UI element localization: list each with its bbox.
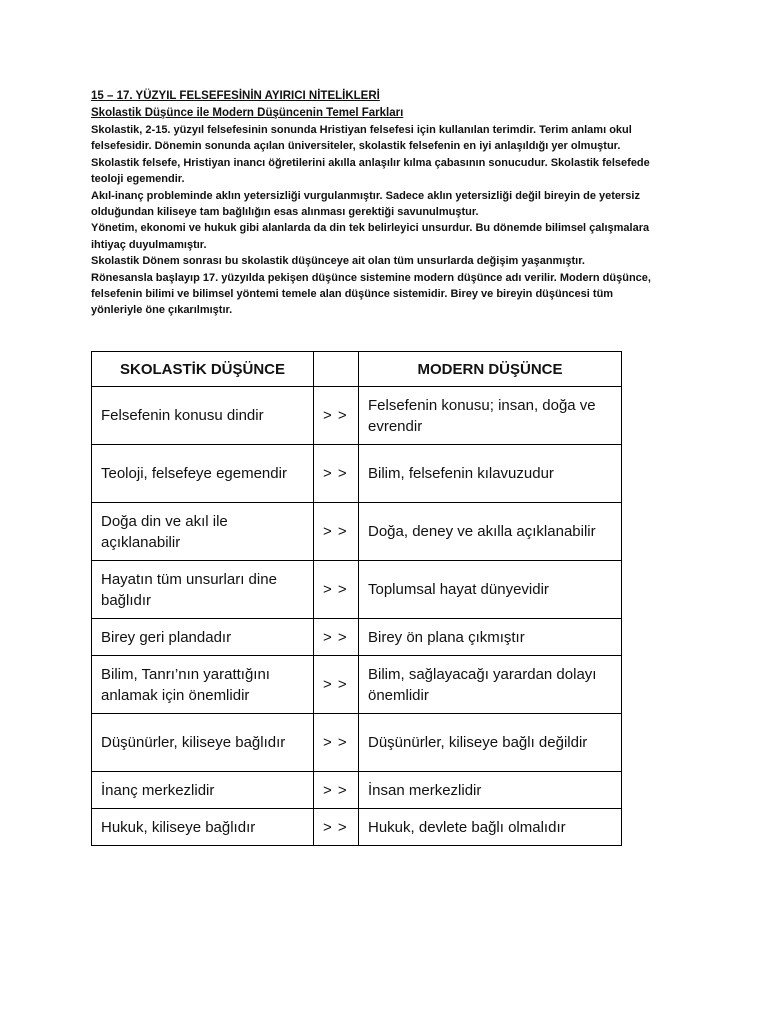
table-row [92,809,622,846]
modern-cell: Felsefenin konusu; insan, doğa ve evrendir [359,387,622,445]
scholastic-cell: Bilim, Tanrı’nın yarattığını anlamak için önemlidir [92,656,314,714]
scholastic-cell: Birey geri plandadır [92,619,314,656]
table-row [92,387,622,445]
table-row [92,772,622,809]
scholastic-cell: Doğa din ve akıl ile açıklanabilir [92,503,314,561]
arrow-cell: > > [314,445,359,503]
arrow-cell: > > [314,772,359,809]
table-header-row [92,352,622,387]
body-text [91,122,661,319]
modern-cell: Doğa, deney ve akılla açıklanabilir [359,503,622,561]
scholastic-cell: Düşünürler, kiliseye bağlıdır [92,714,314,772]
paragraph: Rönesansla başlayıp 17. yüzyılda pekişen düşünce sistemine modern düşünce adı verilir. Modern düşünce, felsefenin bilimi ve bilimsel yöntemi temele alan düşünce sistemidir. Birey ve bireyin düşüncesi tüm yönleriyle öne çıkarılmıştır. [91,271,651,317]
paragraph: Skolastik Dönem sonrası bu skolastik düşünceye ait olan tüm unsurlarda değişim yaşanmıştır. [91,255,585,268]
paragraph: Yönetim, ekonomi ve hukuk gibi alanlarda da din tek belirleyici unsurdur. Bu dönemde bilimsel çalışmalara ihtiyaç duyulmamıştır. [91,222,650,251]
arrow-cell: > > [314,561,359,619]
document-subtitle: Skolastik Düşünce ile Modern Düşüncenin Temel Farkları [91,107,404,119]
table-row [92,503,622,561]
arrow-cell: > > [314,809,359,846]
scholastic-cell: İnanç merkezlidir [92,772,314,809]
arrow-cell: > > [314,387,359,445]
paragraph: Akıl-inanç probleminde aklın yetersizliği vurgulanmıştır. Sadece aklın yetersizliği değil bireyin de yetersiz olduğundan kiliseye tam bağlılığın esas alınması gerektiği savunulmuştur. [91,189,640,219]
table-row [92,656,622,714]
table-row [92,619,622,656]
header-middle [314,352,359,387]
table-row [92,714,622,772]
modern-cell: Toplumsal hayat dünyevidir [359,561,622,619]
header-modern: MODERN DÜŞÜNCE [359,352,622,387]
arrow-cell: > > [314,619,359,656]
arrow-cell: > > [314,503,359,561]
paragraph: Skolastik felsefe, Hristiyan inancı öğretilerini akılla anlaşılır kılma çabasının sonucudur. Skolastik felsefede teoloji egemendir. [91,156,650,186]
document-title: 15 – 17. YÜZYIL FELSEFESİNİN AYIRICI NİTELİKLERİ [91,90,380,102]
modern-cell: Bilim, sağlayacağı yarardan dolayı önemlidir [359,656,622,714]
scholastic-cell: Hayatın tüm unsurları dine bağlıdır [92,561,314,619]
header-scholastic: SKOLASTİK DÜŞÜNCE [92,352,314,387]
scholastic-cell: Teoloji, felsefeye egemendir [92,445,314,503]
modern-cell: İnsan merkezlidir [359,772,622,809]
modern-cell: Düşünürler, kiliseye bağlı değildir [359,714,622,772]
comparison-table [91,351,622,846]
arrow-cell: > > [314,656,359,714]
scholastic-cell: Felsefenin konusu dindir [92,387,314,445]
modern-cell: Bilim, felsefenin kılavuzudur [359,445,622,503]
table-row [92,561,622,619]
modern-cell: Birey ön plana çıkmıştır [359,619,622,656]
arrow-cell: > > [314,714,359,772]
scholastic-cell: Hukuk, kiliseye bağlıdır [92,809,314,846]
modern-cell: Hukuk, devlete bağlı olmalıdır [359,809,622,846]
table-row [92,445,622,503]
paragraph: Skolastik, 2-15. yüzyıl felsefesinin sonunda Hristiyan felsefesi için kullanılan terimdir. Terim anlamı okul felsefesidir. Dönemin sonunda açılan üniversiteler, skolastik felsefenin en iyi anlaşıldığı yer olmuştur. [91,124,632,153]
